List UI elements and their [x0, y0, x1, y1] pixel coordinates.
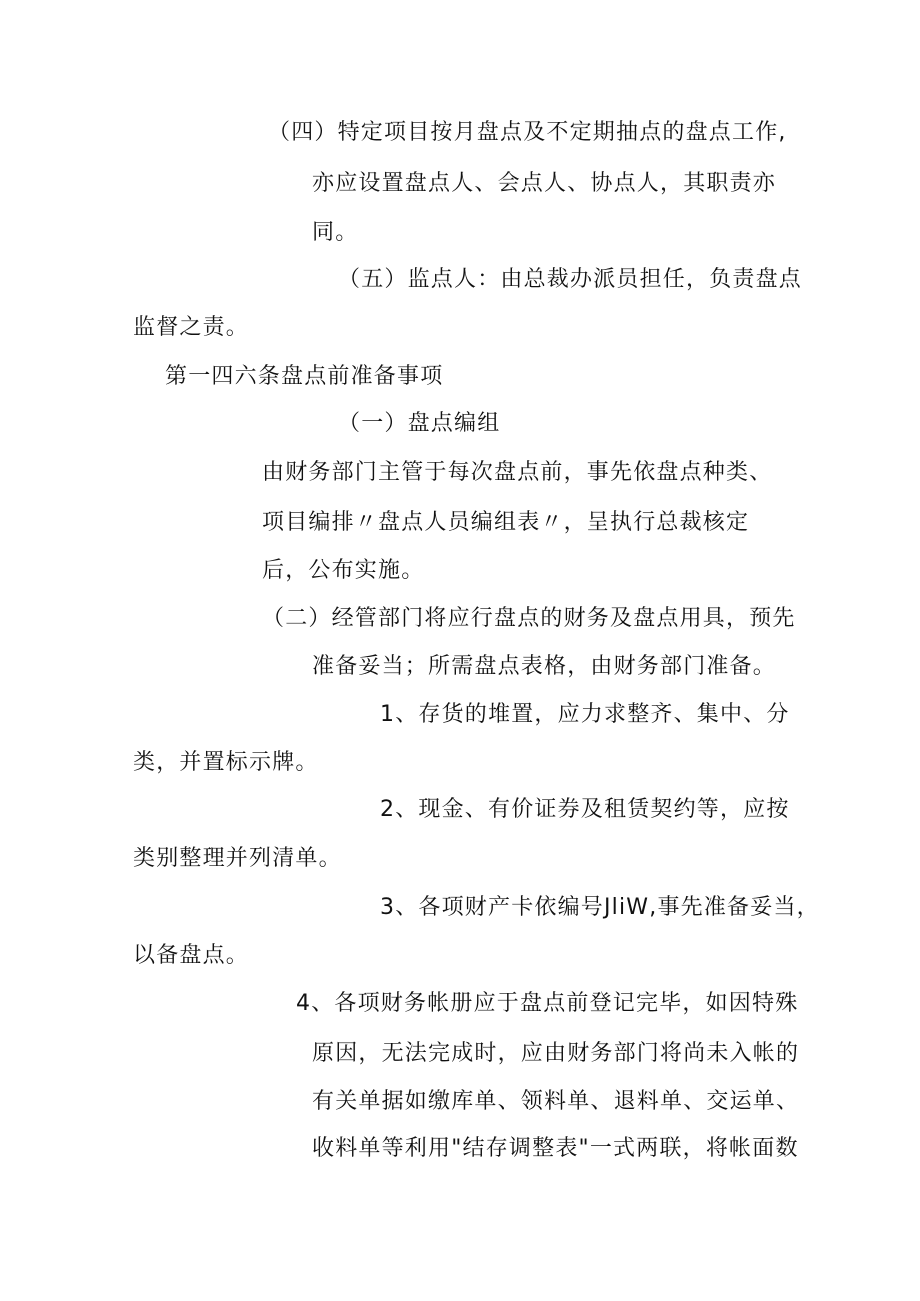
text-line: 4、各项财务帐册应于盘点前登记完毕，如因特殊 — [296, 991, 799, 1016]
section-heading: 第一四六条盘点前准备事项 — [165, 364, 444, 389]
text-line: （一）盘点编组 — [338, 411, 501, 436]
text-line: 类别整理并列清单。 — [133, 846, 342, 871]
text-line: 后，公布实施。 — [262, 558, 425, 583]
text-line: 1、存货的堆置，应力求整齐、集中、分 — [380, 702, 790, 727]
text-line: 原因，无法完成时，应由财务部门将尚未入帐的 — [312, 1041, 800, 1066]
text-line: 收料单等利用"结存调整表"一式两联，将帐面数 — [312, 1136, 799, 1161]
text-line: 同。 — [312, 220, 359, 245]
text-line: 准备妥当；所需盘点表格，由财务部门准备。 — [312, 654, 777, 679]
text-line: （四）特定项目按月盘点及不定期抽点的盘点工作, — [268, 120, 787, 145]
text-line: 由财务部门主管于每次盘点前，事先依盘点种类、 — [262, 460, 773, 485]
text-line: 3、各项财产卡依编号JliW,事先准备妥当， — [380, 895, 820, 920]
text-line: 2、现金、有价证券及租赁契约等，应按 — [380, 797, 790, 822]
text-line: （五）监点人：由总裁办派员担任，负责盘点 — [338, 267, 803, 292]
text-line: 项目编排〃盘点人员编组表〃，呈执行总裁核定 — [262, 510, 750, 535]
text-line: 亦应设置盘点人、会点人、协点人，其职责亦 — [312, 171, 777, 196]
text-line: （二）经管部门将应行盘点的财务及盘点用具，预先 — [262, 606, 796, 631]
text-line: 以备盘点。 — [133, 943, 250, 968]
text-line: 监督之责。 — [133, 315, 250, 340]
text-line: 类，并置标示牌。 — [133, 750, 319, 775]
text-line: 有关单据如缴库单、领料单、退料单、交运单、 — [312, 1089, 800, 1114]
